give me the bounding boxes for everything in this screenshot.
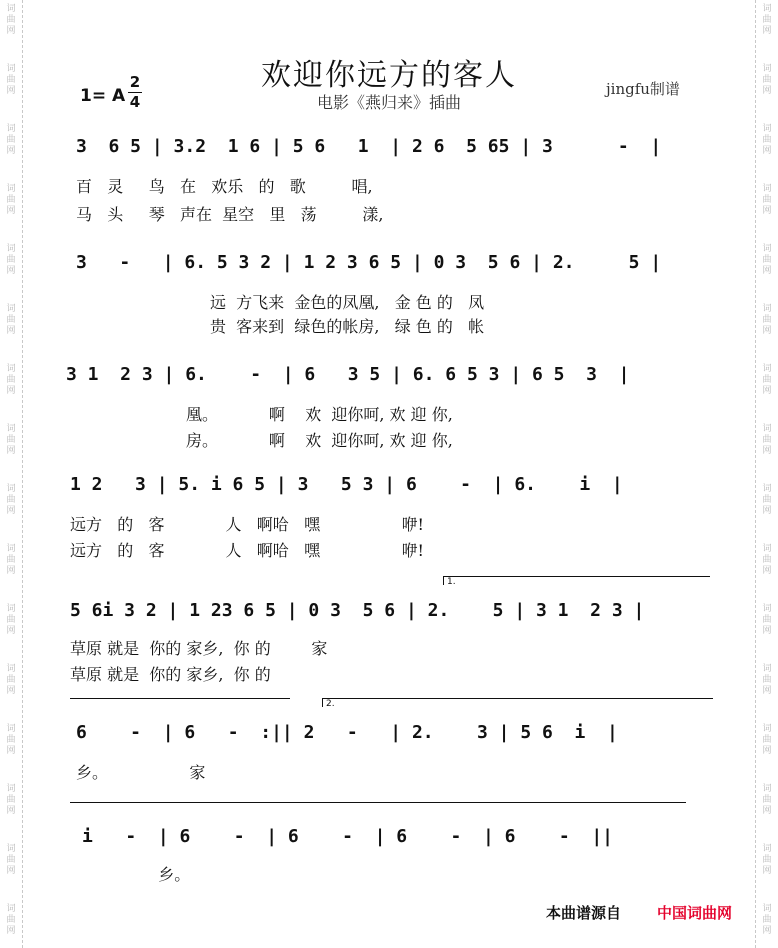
side-watermark: 词 曲 网 xyxy=(762,304,772,336)
notation-row-6: 6 - | 6 - :|| 2 - | 2. 3 | 5 6 i | xyxy=(76,722,618,743)
song-subtitle: 电影《燕归来》插曲 xyxy=(316,93,461,112)
side-watermark: 词 曲 网 xyxy=(762,904,772,936)
side-watermark: 词 曲 网 xyxy=(6,664,16,696)
lyric-row-5-verse-1: 草原 就是 你的 家乡, 你 的 家 xyxy=(70,639,328,658)
side-watermark: 词 曲 网 xyxy=(6,784,16,816)
side-watermark: 词 曲 网 xyxy=(6,304,16,336)
side-watermark: 词 曲 网 xyxy=(6,364,16,396)
side-watermark: 词 曲 网 xyxy=(6,424,16,456)
lyric-row-3-verse-2: 房。 啊 欢 迎你呵, 欢 迎 你, xyxy=(186,431,453,450)
side-watermark: 词 曲 网 xyxy=(762,424,772,456)
notation-row-1: 3 6 5 | 3.2 1 6 | 5 6 1 | 2 6 5 65 | 3 - | xyxy=(76,136,662,157)
lyric-row-4-verse-1: 远方 的 客 人 啊哈 嘿 咿! xyxy=(70,515,424,534)
side-watermark: 词 曲 网 xyxy=(6,64,16,96)
lyric-row-2-verse-2: 贵 客来到 绿色的帐房, 绿 色 的 帐 xyxy=(210,317,485,336)
side-watermark: 词 曲 网 xyxy=(6,4,16,36)
time-signature xyxy=(128,74,142,111)
side-watermark: 词 曲 网 xyxy=(6,604,16,636)
side-watermark: 词 曲 网 xyxy=(762,184,772,216)
side-watermark: 词 曲 网 xyxy=(762,244,772,276)
volta-1-continuation xyxy=(70,698,290,707)
volta-1-label: 1. xyxy=(447,577,456,587)
side-watermark: 词 曲 网 xyxy=(762,844,772,876)
notation-row-4: 1 2 3 | 5. i 6 5 | 3 5 3 | 6 - | 6. i | xyxy=(70,474,623,495)
volta-1-bracket xyxy=(443,576,710,585)
key-signature: 1= A xyxy=(80,86,126,106)
notation-row-2: 3 - | 6. 5 3 2 | 1 2 3 6 5 | 0 3 5 6 | 2. 5 | xyxy=(76,252,662,273)
side-watermark: 词 曲 网 xyxy=(6,484,16,516)
side-watermark: 词 曲 网 xyxy=(6,724,16,756)
source-credit-site: 中国词曲网 xyxy=(657,904,733,922)
side-watermark: 词 曲 网 xyxy=(762,364,772,396)
side-watermark: 词 曲 网 xyxy=(762,484,772,516)
lyric-row-5-verse-2: 草原 就是 你的 家乡, 你 的 xyxy=(70,665,271,684)
side-watermark: 词 曲 网 xyxy=(6,904,16,936)
notation-row-3: 3 1 2 3 | 6. - | 6 3 5 | 6. 6 5 3 | 6 5 3 | xyxy=(66,364,630,385)
volta-2-label: 2. xyxy=(326,699,335,709)
meter-top: 2 xyxy=(129,73,141,91)
lyric-row-1-verse-2: 马 头 琴 声在 星空 里 荡 漾, xyxy=(76,205,384,224)
lyric-row-7: 乡。 xyxy=(82,865,191,884)
side-watermark: 词 曲 网 xyxy=(6,844,16,876)
side-watermark: 词 曲 网 xyxy=(6,244,16,276)
song-title: 欢迎你远方的客人 xyxy=(261,58,517,93)
lyric-row-6: 乡。 家 xyxy=(76,763,206,782)
side-watermark: 词 曲 网 xyxy=(6,124,16,156)
side-watermark: 词 曲 网 xyxy=(762,544,772,576)
side-watermark: 词 曲 网 xyxy=(762,64,772,96)
meter-bottom: 4 xyxy=(129,93,141,111)
side-watermark: 词 曲 网 xyxy=(762,784,772,816)
side-watermark: 词 曲 网 xyxy=(762,124,772,156)
side-watermark: 词 曲 网 xyxy=(762,4,772,36)
lyric-row-2-verse-1: 远 方飞来 金色的凤凰, 金 色 的 凤 xyxy=(210,293,485,312)
side-watermark: 词 曲 网 xyxy=(6,544,16,576)
notation-row-5: 5 6i 3 2 | 1 23 6 5 | 0 3 5 6 | 2. 5 | 3 1 2 3 | xyxy=(70,600,645,621)
side-watermark: 词 曲 网 xyxy=(6,184,16,216)
source-credit-prefix: 本曲谱源自 xyxy=(546,904,622,922)
volta-2-bracket xyxy=(322,698,713,707)
notation-row-7: i - | 6 - | 6 - | 6 - | 6 - || xyxy=(82,826,614,847)
side-watermark: 词 曲 网 xyxy=(762,724,772,756)
lyric-row-1-verse-1: 百 灵 鸟 在 欢乐 的 歌 唱, xyxy=(76,177,373,196)
side-watermark: 词 曲 网 xyxy=(762,664,772,696)
side-watermark: 词 曲 网 xyxy=(762,604,772,636)
arranger-credit: jingfu制谱 xyxy=(606,80,680,98)
volta-2-continuation xyxy=(70,802,686,811)
lyric-row-3-verse-1: 凰。 啊 欢 迎你呵, 欢 迎 你, xyxy=(186,405,453,424)
lyric-row-4-verse-2: 远方 的 客 人 啊哈 嘿 咿! xyxy=(70,541,424,560)
